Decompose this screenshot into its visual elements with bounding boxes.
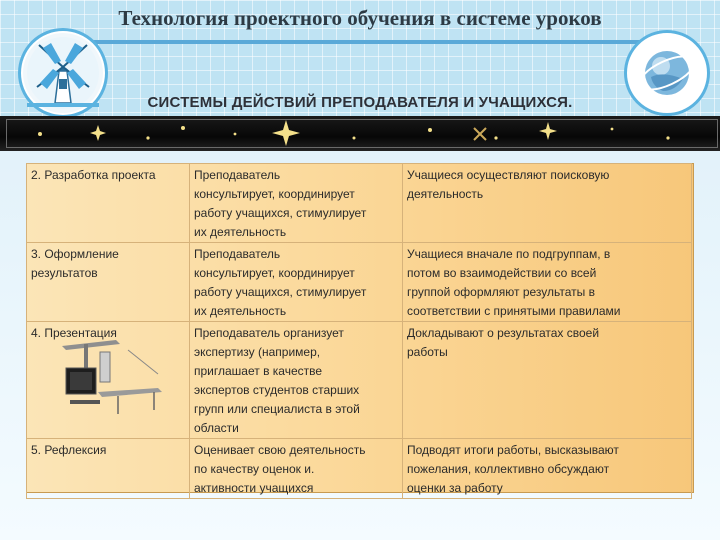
teacher-line: приглашает в качестве [194,364,323,378]
teacher-line: консультирует, координирует [194,187,355,201]
stage-label: 2. Разработка проекта [31,168,156,182]
teacher-cell [190,164,403,243]
students-cell [403,322,692,439]
stage-label: результатов [31,266,98,280]
teacher-line: их деятельность [194,225,287,239]
teacher-line: работу учащихся, стимулирует [194,206,367,220]
teacher-line: Преподаватель [194,247,281,261]
stage-cell [27,439,190,499]
header-accent-bar [60,40,670,44]
students-line: деятельность [407,187,484,201]
teacher-line: Оценивает свою деятельность [194,443,366,457]
teacher-line: работу учащихся, стимулирует [194,285,367,299]
teacher-line: консультирует, координирует [194,266,355,280]
teacher-line: Преподаватель [194,168,281,182]
students-line: Учащиеся осуществляют поисковую [407,168,610,182]
students-line: потом во взаимодействии со всей [407,266,597,280]
page-title: Технология проектного обучения в системе уроков [118,6,602,30]
teacher-cell [190,243,403,322]
stage-cell [27,164,190,243]
students-line: группой оформляют результаты в [407,285,595,299]
teacher-cell [190,322,403,439]
students-line: Подводят итоги работы, высказывают [407,443,619,457]
teacher-line: активности учащихся [194,481,314,495]
section-subtitle: СИСТЕМЫ ДЕЙСТВИЙ ПРЕПОДАВАТЕЛЯ И УЧАЩИХСЯ. [147,94,573,111]
students-line: работы [407,345,448,359]
stage-cell [27,243,190,322]
desk-computer-icon [58,340,163,420]
teacher-line: области [194,421,239,435]
students-line: оценки за работу [407,481,503,495]
stage-label: 3. Оформление [31,247,119,261]
table-row [27,439,692,499]
teacher-line: Преподаватель организует [194,326,344,340]
stage-label: 4. Презентация [31,326,117,340]
star-band-frame [6,119,718,148]
students-line: соответствии с принятыми правилами [407,304,621,318]
students-line: Докладывают о результатах своей [407,326,600,340]
teacher-line: их деятельность [194,304,287,318]
teacher-line: экспертизу (например, [194,345,321,359]
table-row [27,164,692,243]
students-cell [403,243,692,322]
students-line: пожелания, коллективно обсуждают [407,462,610,476]
teacher-line: групп или специалиста в этой [194,402,360,416]
teacher-line: по качеству оценок и. [194,462,315,476]
teacher-cell [190,439,403,499]
students-cell [403,439,692,499]
students-line: Учащиеся вначале по подгруппам, в [407,247,611,261]
teacher-line: экспертов студентов старших [194,383,360,397]
stage-label: 5. Рефлексия [31,443,107,457]
table-row [27,243,692,322]
students-cell [403,164,692,243]
actions-table [26,163,692,499]
